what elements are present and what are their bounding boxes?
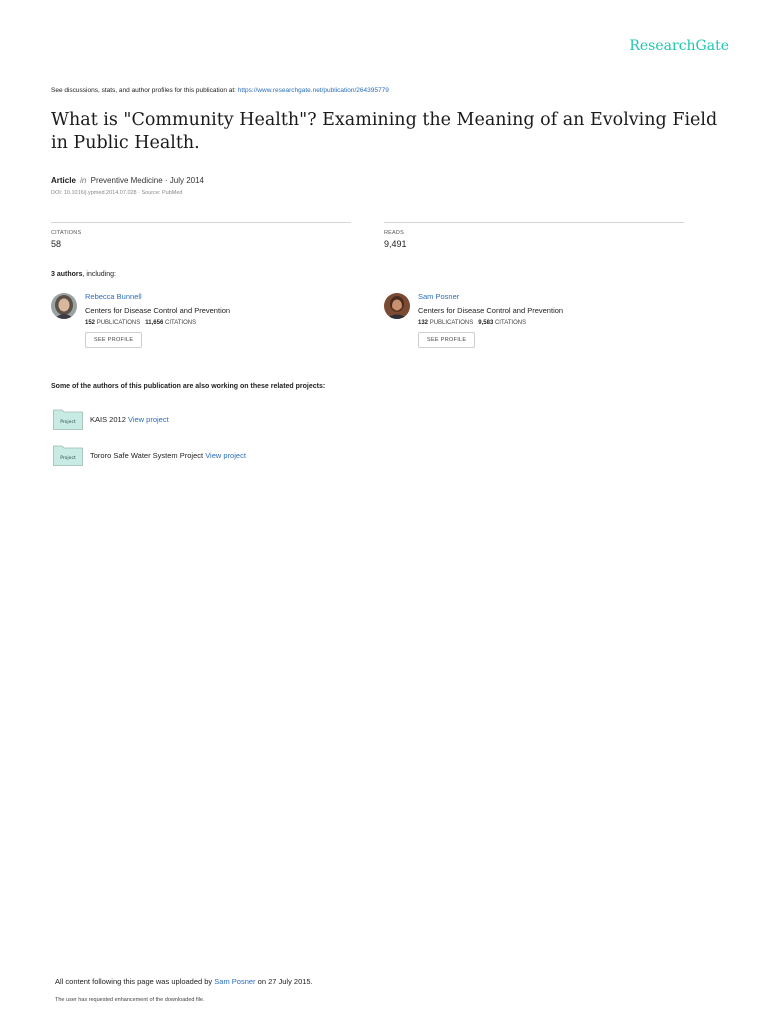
project-text xyxy=(90,451,246,460)
enhancement-notice: The user has requested enhancement of the downloaded file. xyxy=(55,997,205,1003)
project-name: KAIS 2012 xyxy=(90,415,126,424)
related-projects-heading: Some of the authors of this publication are also working on these related projects: xyxy=(51,383,326,390)
author-name[interactable]: Sam Posner xyxy=(418,292,460,301)
project-icon-label: Project xyxy=(60,456,76,461)
author-stats xyxy=(85,320,335,326)
publication-url-link[interactable]: https://www.researchgate.net/publication/264395779 xyxy=(237,87,389,94)
project-folder-icon xyxy=(53,444,83,466)
authors-suffix: , including: xyxy=(82,271,116,278)
avatar[interactable] xyxy=(384,293,410,319)
citations-value: 58 xyxy=(51,239,62,249)
reads-stat xyxy=(384,222,684,249)
author-name[interactable]: Rebecca Bunnell xyxy=(85,292,142,301)
upload-suffix: on 27 July 2015. xyxy=(255,977,313,986)
see-profile-button[interactable]: SEE PROFILE xyxy=(85,332,142,348)
article-title: What is "Community Health"? Examining the Meaning of an Evolving Field in Public Health. xyxy=(51,110,718,153)
author-publications-label: PUBLICATIONS xyxy=(96,320,141,326)
project-name: Tororo Safe Water System Project xyxy=(90,451,204,460)
author-institution[interactable]: Centers for Disease Control and Prevention xyxy=(418,306,564,315)
project-text xyxy=(90,415,169,424)
author-publications-count: 132 xyxy=(418,320,429,326)
view-project-link[interactable]: View project xyxy=(205,451,246,460)
citations-stat xyxy=(51,222,351,249)
see-discussions-line xyxy=(51,87,389,94)
citations-label: CITATIONS xyxy=(51,230,82,236)
see-discussions-text: See discussions, stats, and author profiles for this publication at: xyxy=(51,87,238,94)
project-icon-label: Project xyxy=(60,420,76,425)
author-citations-label: CITATIONS xyxy=(164,320,197,326)
author-citations-label: CITATIONS xyxy=(494,320,527,326)
author-info xyxy=(418,292,668,348)
project-item-tororo xyxy=(53,444,453,466)
reads-label: READS xyxy=(384,230,404,236)
author-stats xyxy=(418,320,668,326)
avatar[interactable] xyxy=(51,293,77,319)
project-item-kais-2012 xyxy=(53,408,453,430)
author-publications-count: 152 xyxy=(85,320,96,326)
author-citations-count: 9,583 xyxy=(478,320,494,326)
upload-notice xyxy=(55,977,313,986)
author-citations-count: 11,656 xyxy=(145,320,164,326)
article-in: in xyxy=(80,176,87,185)
article-type: Article xyxy=(51,176,76,185)
author-publications-label: PUBLICATIONS xyxy=(429,320,474,326)
doi-source: DOI: 10.1016/j.ypmed.2014.07.028 · Source: PubMed xyxy=(51,190,183,196)
journal-date[interactable]: Preventive Medicine · July 2014 xyxy=(90,176,204,185)
view-project-link[interactable]: View project xyxy=(127,415,169,424)
uploader-link[interactable]: Sam Posner xyxy=(214,977,256,986)
project-folder-icon xyxy=(53,408,83,430)
reads-value: 9,491 xyxy=(384,239,407,249)
article-meta xyxy=(51,176,204,185)
author-institution[interactable]: Centers for Disease Control and Prevention xyxy=(85,306,231,315)
see-profile-button[interactable]: SEE PROFILE xyxy=(418,332,475,348)
researchgate-logo[interactable]: ResearchGate xyxy=(629,38,729,54)
upload-prefix: All content following this page was uploaded by xyxy=(55,977,215,986)
authors-count: 3 authors xyxy=(51,271,83,278)
authors-heading xyxy=(51,271,116,278)
author-info xyxy=(85,292,335,348)
